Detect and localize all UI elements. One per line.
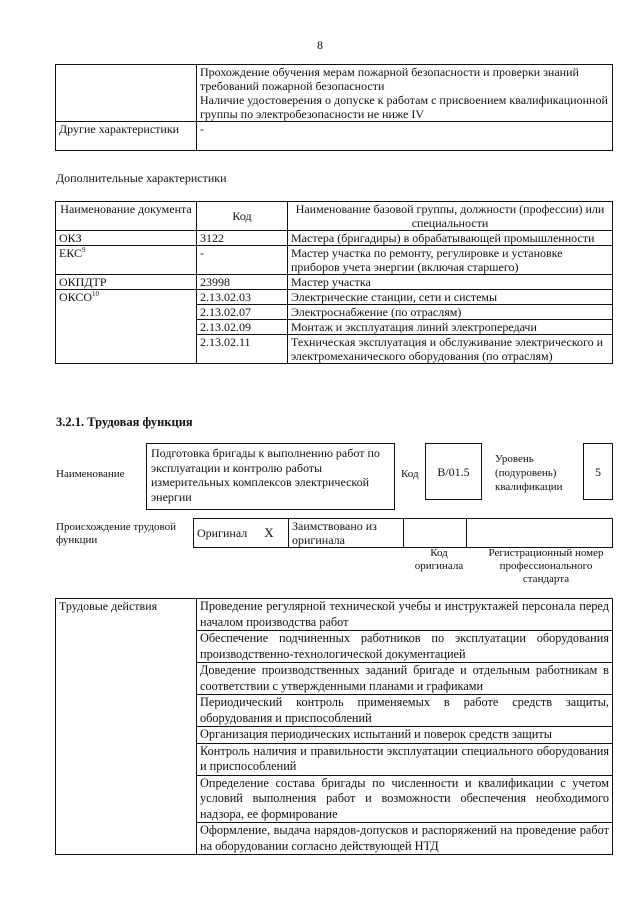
level-label: Уровень (подуровень) квалификации [495, 453, 563, 493]
code-cell: 3122 [197, 231, 288, 246]
registration-caption: Регистрационный номер профессионального стандарта [488, 547, 604, 585]
code-cell: 23998 [197, 275, 288, 290]
table-row [56, 246, 613, 275]
additional-characteristics-table [55, 201, 613, 364]
occupation-name-cell: Электроснабжение (по отраслям) [288, 305, 613, 320]
requirements-table [55, 64, 613, 151]
document-name-cell [56, 275, 197, 290]
action-item: Организация периодических испытаний и поверок средств защиты [197, 727, 613, 744]
column-header: Наименование документа [56, 202, 197, 231]
original-label: Оригинал [197, 526, 248, 540]
code-label: Код [401, 468, 419, 480]
document-name: ОКСО [59, 290, 93, 304]
table-row [56, 599, 613, 631]
footnote-mark: 9 [82, 246, 86, 254]
origin-table [193, 518, 613, 548]
code-cell: - [197, 246, 288, 275]
requirement-text: Прохождение обучения мерам пожарной безопасности и проверки знаний требований пожарной безопасности [200, 65, 579, 93]
code-cell: 2.13.02.09 [197, 320, 288, 335]
original-code-cell [404, 519, 467, 548]
column-header: Наименование базовой группы, должности (профессии) или специальности [288, 202, 613, 231]
table-row [194, 519, 613, 548]
function-name-box: Подготовка бригады к выполнению работ по эксплуатации и контролю работы измерительных комплексов электрической энергии [146, 443, 395, 510]
occupation-name-cell: Мастер участка [288, 275, 613, 290]
row-label: Другие характеристики [56, 122, 197, 151]
occupation-name-cell: Электрические станции, сети и системы [288, 290, 613, 305]
document-name: ОКЗ [59, 231, 82, 245]
occupation-name-cell: Монтаж и эксплуатация линий электропередачи [288, 320, 613, 335]
document-name: ЕКС [59, 246, 83, 260]
requirement-text: Наличие удостоверения о допуске к работам с присвоением квалификационной группы по электробезопасности не ниже IV [200, 93, 608, 121]
borrowed-label: Заимствовано из оригинала [289, 519, 404, 548]
name-label: Наименование [56, 468, 125, 480]
original-mark: X [264, 525, 274, 540]
document-name-cell [56, 231, 197, 246]
table-row [56, 65, 613, 122]
occupation-name-cell: Техническая эксплуатация и обслуживание электрического и электромеханического оборудования (по отраслям) [288, 335, 613, 364]
table-row [56, 231, 613, 246]
page-number: 8 [317, 38, 323, 52]
action-item: Доведение производственных заданий бригаде и отдельным работникам в соответствии с утвержденными планами и графиками [197, 663, 613, 695]
action-item: Определение состава бригады по численности и квалификации с учетом условий выполнения работ и возможности обеспечения необходимого надзора, ее формирование [197, 775, 613, 823]
action-item: Обеспечение подчиненных работников по эксплуатации оборудования производственно-технологической документацией [197, 631, 613, 663]
code-cell: 2.13.02.11 [197, 335, 288, 364]
document-name-cell [56, 246, 197, 275]
function-code-box: B/01.5 [425, 443, 482, 500]
column-header: Код [197, 202, 288, 231]
actions-label: Трудовые действия [56, 599, 197, 855]
labour-actions-table [55, 598, 613, 855]
action-item: Периодический контроль применяемых в работе средств защиты, оборудования и приспособлений [197, 695, 613, 727]
code-cell: 2.13.02.03 [197, 290, 288, 305]
action-item: Оформление, выдача нарядов-допусков и распоряжений на проведение работ на оборудовании согласно действующей НТД [197, 823, 613, 855]
table-row [56, 290, 613, 305]
document-name: ОКПДТР [59, 275, 107, 289]
original-code-caption: Код оригинала [414, 547, 464, 572]
registration-number-cell [467, 519, 613, 548]
footnote-mark: 10 [92, 290, 100, 298]
section-title: 3.2.1. Трудовая функция [56, 415, 193, 429]
document-name-cell [56, 290, 197, 364]
action-item: Проведение регулярной технической учебы и инструктажей персонала перед началом производства работ [197, 599, 613, 631]
occupation-name-cell: Мастера (бригадиры) в обрабатывающей промышленности [288, 231, 613, 246]
occupation-name-cell: Мастер участка по ремонту, регулировке и установке приборов учета энергии (включая старшего) [288, 246, 613, 275]
section-subtitle: Дополнительные характеристики [56, 171, 227, 185]
row-value: - [197, 122, 613, 151]
table-header-row [56, 202, 613, 231]
table-row [56, 122, 613, 151]
action-item: Контроль наличия и правильности эксплуатации специального оборудования и приспособлений [197, 743, 613, 775]
code-cell: 2.13.02.07 [197, 305, 288, 320]
level-value-box: 5 [583, 443, 613, 500]
origin-label: Происхождение трудовой функции [56, 521, 177, 546]
table-row [56, 275, 613, 290]
